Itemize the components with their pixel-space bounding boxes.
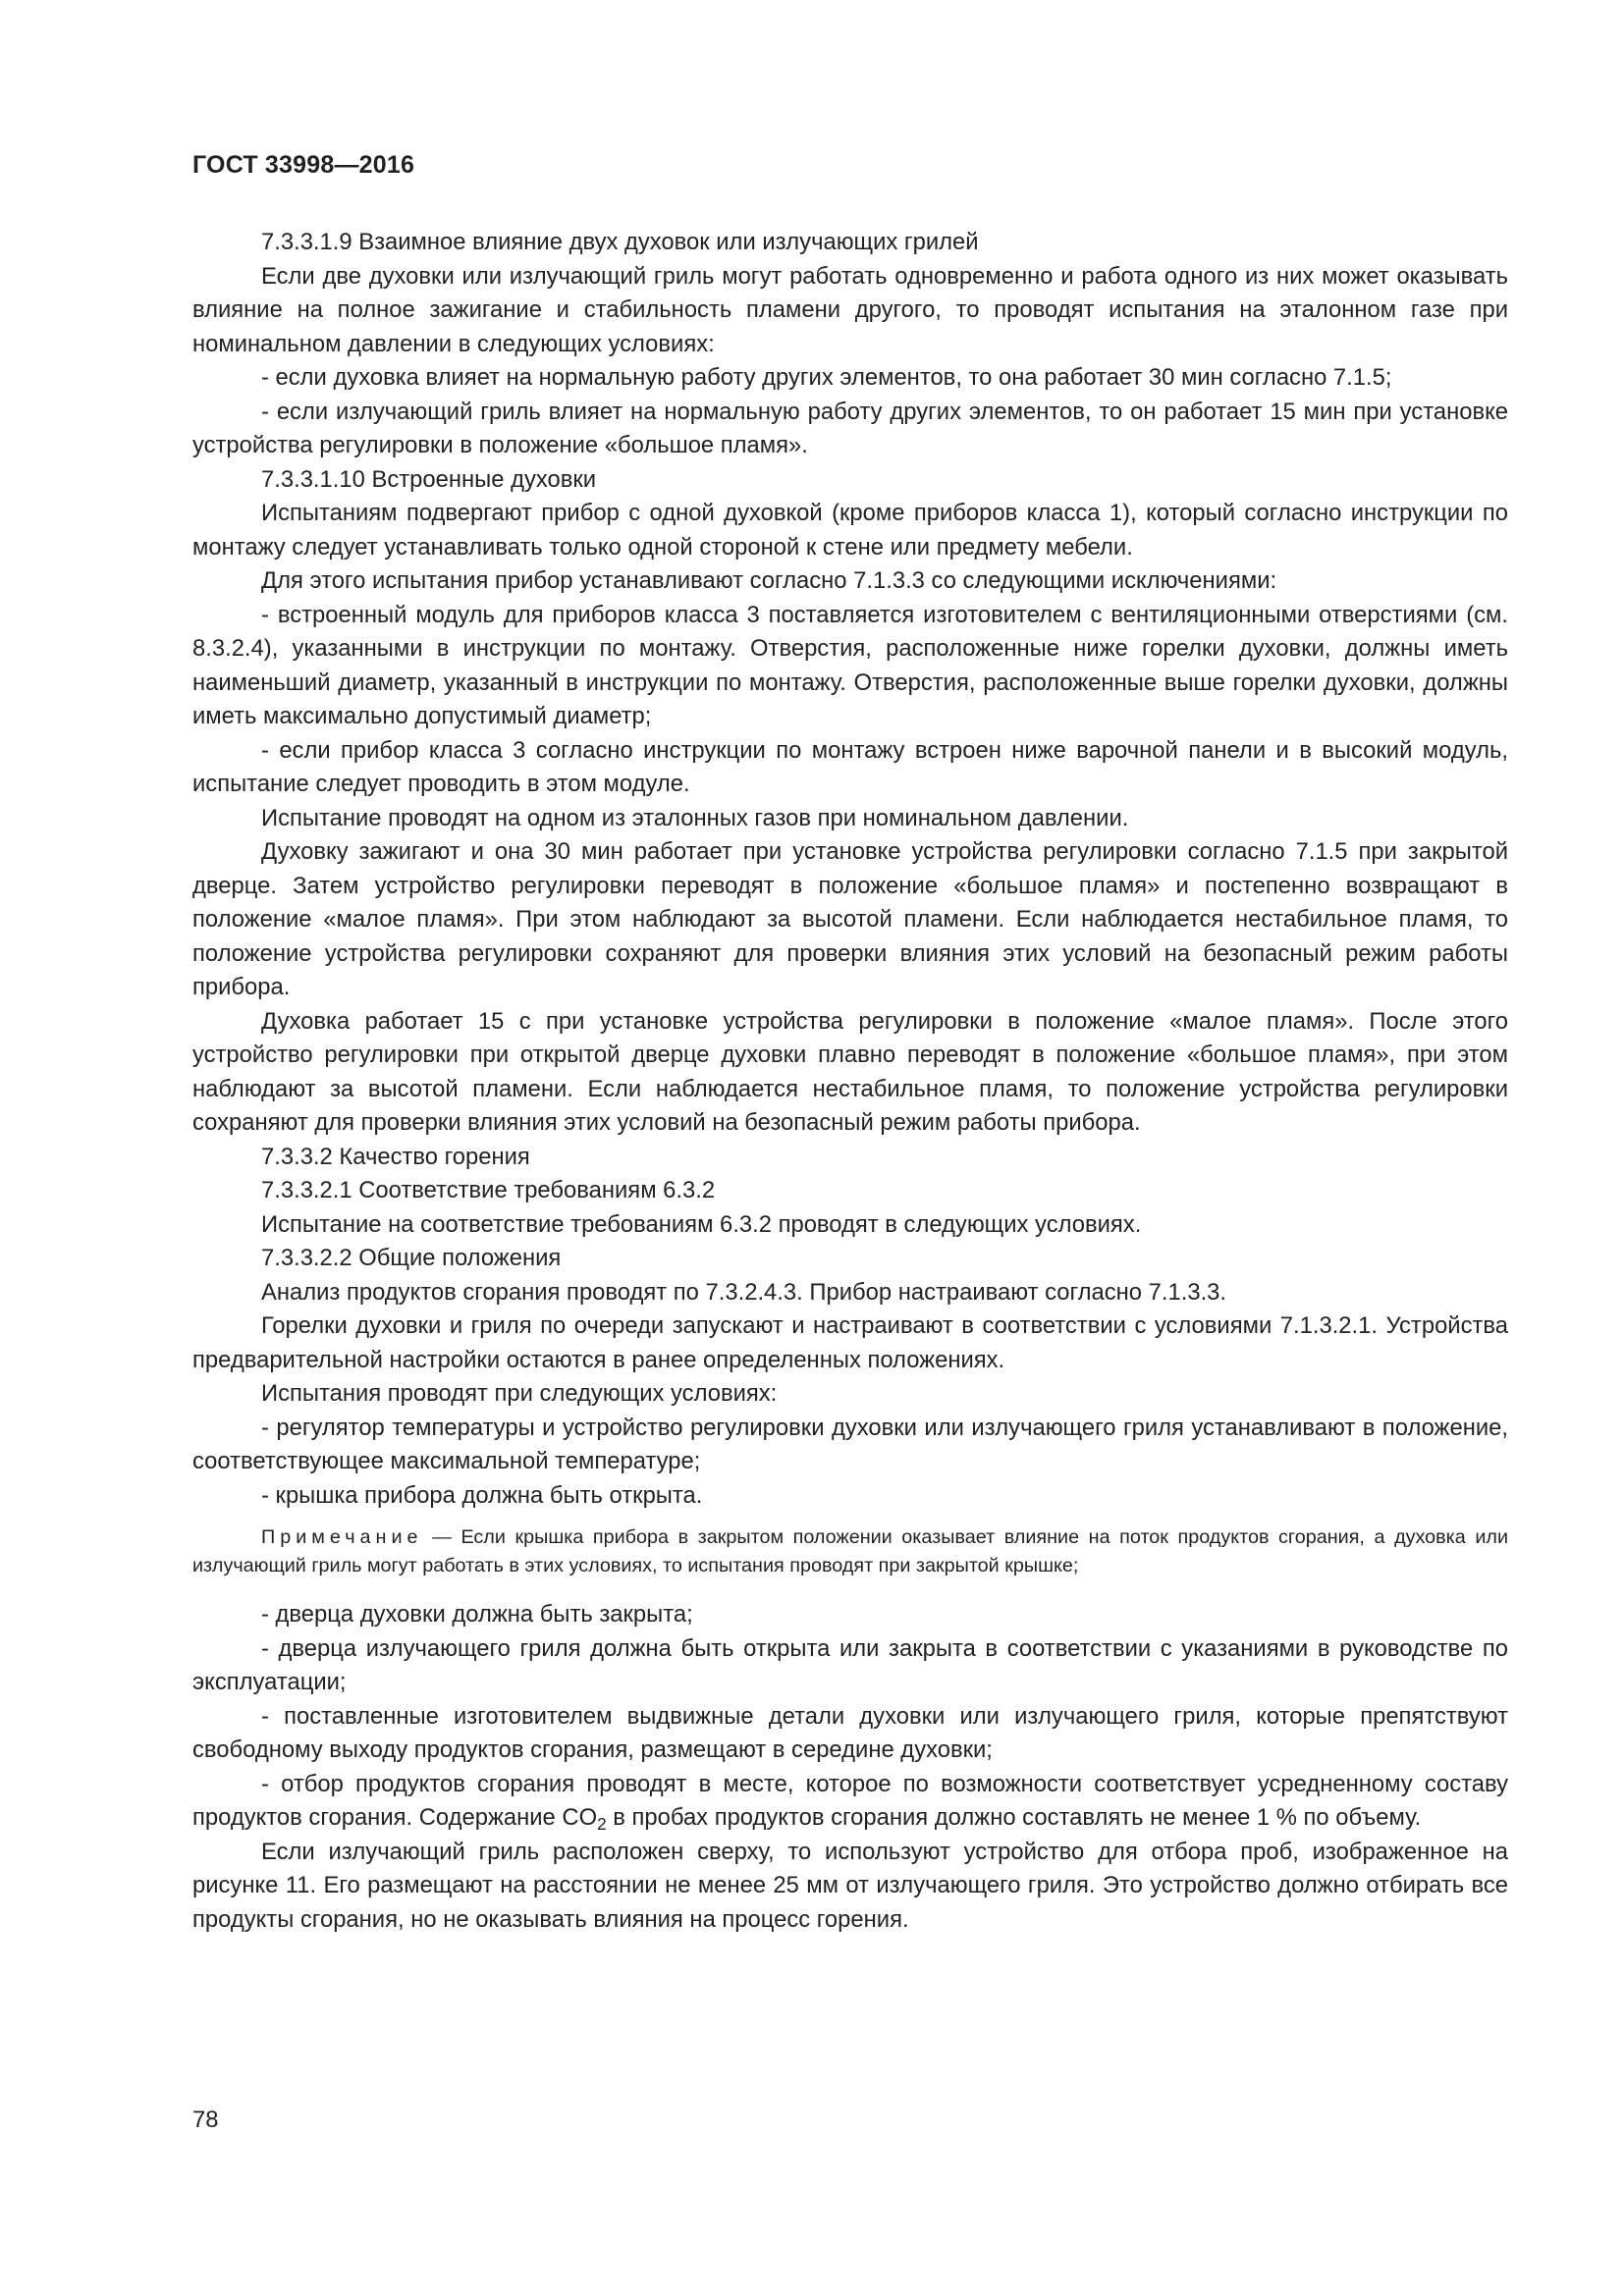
- paragraph: 7.3.3.1.9 Взаимное влияние двух духовок или излучающих грилей: [261, 229, 979, 255]
- co2-text-before: - отбор продуктов сгорания проводят в месте, которое по возможности соответствует усредненному составу продуктов сгорания. Содержание CO: [192, 1770, 1508, 1831]
- paragraph: Духовка работает 15 с при установке устройства регулировки в положение «малое пламя». После этого устройство регулировки при открытой дверце духовки плавно переводят в положение «большое пламя», при этом наблюдают за высотой пламени. Если наблюдается нестабильное пламя, то положение устройства регулировки сохраняют для проверки влияния этих условий на безопасный режим работы прибора.: [192, 1007, 1508, 1136]
- paragraph: - встроенный модуль для приборов класса 3 поставляется изготовителем с вентиляционными отверстиями (см. 8.3.2.4), указанными в инструкции по монтажу. Отверстия, расположенные ниже горелки духовки, должны иметь наименьший диаметр, указанный в инструкции по монтажу. Отверстия, расположенные выше горелки духовки, должны иметь максимально допустимый диаметр;: [192, 601, 1508, 729]
- paragraph: 7.3.3.2 Качество горения: [261, 1143, 530, 1170]
- paragraph: Если излучающий гриль расположен сверху, то используют устройство для отбора проб, изображенное на рисунке 11. Его размещают на расстоянии не менее 25 мм от излучающего гриля. Это устройство должно отбирать все продукты сгорания, но не оказывать влияния на процесс горения.: [192, 1838, 1508, 1933]
- paragraph: 7.3.3.2.2 Общие положения: [261, 1245, 562, 1271]
- paragraph: - если излучающий гриль влияет на нормальную работу других элементов, то он работает 15 мин при установке устройства регулировки в положение «большое пламя».: [192, 398, 1508, 458]
- paragraph: 7.3.3.1.10 Встроенные духовки: [261, 465, 597, 493]
- paragraph: Испытание проводят на одном из эталонных газов при номинальном давлении.: [261, 804, 1129, 831]
- paragraph: Если две духовки или излучающий гриль могут работать одновременно и работа одного из них может оказывать влияние на полное зажигание и стабильность пламени другого, то проводят испытания на эталонном газе при номинальном давлении в следующих условиях:: [192, 262, 1508, 357]
- paragraph: - если прибор класса 3 согласно инструкции по монтажу встроен ниже варочной панели и в высокий модуль, испытание следует проводить в этом модуле.: [192, 736, 1508, 797]
- paragraph: Духовку зажигают и она 30 мин работает при установке устройства регулировки согласно 7.1.5 при закрытой дверце. Затем устройство регулировки переводят в положение «большое пламя» и постепенно возвращают в положение «малое пламя». При этом наблюдают за высотой пламени. Если наблюдается нестабильное пламя, то положение устройства регулировки сохраняют для проверки влияния этих условий на безопасный режим работы прибора.: [192, 838, 1508, 1000]
- note-text: — Если крышка прибора в закрытом положении оказывает влияние на поток продуктов сгорания, а духовка или излучающий гриль могут работать в этих условиях, то испытания проводят при закрытой крышке;: [192, 1526, 1508, 1576]
- page-number: 78: [192, 2107, 219, 2133]
- paragraph: Испытаниям подвергают прибор с одной духовкой (кроме приборов класса 1), который согласно инструкции по монтажу следует устанавливать только одной стороной к стене или предмету мебели.: [192, 500, 1508, 561]
- co2-text-after: в пробах продуктов сгорания должно составлять не менее 1 % по объему.: [606, 1804, 1422, 1831]
- paragraph: Испытание на соответствие требованиям 6.3.2 проводят в следующих условиях.: [261, 1210, 1142, 1238]
- note-label: Примечание: [261, 1526, 423, 1548]
- paragraph: - дверца духовки должна быть закрыта;: [261, 1601, 693, 1628]
- document-code-header: ГОСТ 33998—2016: [192, 151, 415, 179]
- co2-subscript: 2: [597, 1814, 607, 1835]
- paragraph: Анализ продуктов сгорания проводят по 7.3.2.4.3. Прибор настраивают согласно 7.1.3.3.: [261, 1278, 1227, 1306]
- paragraph: Горелки духовки и гриля по очереди запускают и настраивают в соответствии с условиями 7.1.3.2.1. Устройства предварительной настройки остаются в ранее определенных положениях.: [192, 1312, 1508, 1373]
- paragraph: 7.3.3.2.1 Соответствие требованиям 6.3.2: [261, 1177, 716, 1203]
- note-paragraph: [192, 1523, 1508, 1580]
- paragraph: - крышка прибора должна быть открыта.: [261, 1481, 703, 1509]
- paragraph: Испытания проводят при следующих условиях:: [261, 1380, 778, 1407]
- paragraph: - если духовка влияет на нормальную работу других элементов, то она работает 30 мин согласно 7.1.5;: [261, 364, 1392, 391]
- paragraph: - регулятор температуры и устройство регулировки духовки или излучающего гриля устанавливают в положение, соответствующее максимальной температуре;: [192, 1414, 1508, 1474]
- co2-paragraph: [192, 1768, 1508, 1836]
- paragraph: - поставленные изготовителем выдвижные детали духовки или излучающего гриля, которые препятствуют свободному выходу продуктов сгорания, размещают в середине духовки;: [192, 1702, 1508, 1763]
- paragraph: Для этого испытания прибор устанавливают согласно 7.1.3.3 со следующими исключениями:: [261, 567, 1277, 594]
- body-text: [192, 226, 1508, 1937]
- paragraph: - дверца излучающего гриля должна быть открыта или закрыта в соответствии с указаниями в руководстве по эксплуатации;: [192, 1634, 1508, 1695]
